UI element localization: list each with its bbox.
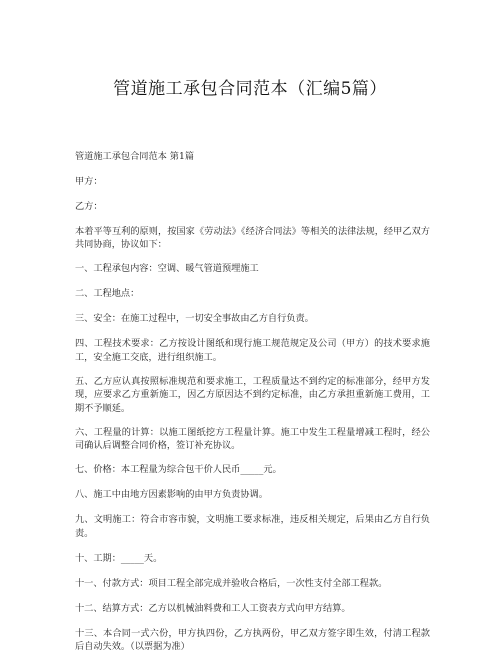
clause-11-payment: 十一、付款方式：项目工程全部完成并验收合格后，一次性支付全部工程款。 [75,577,388,589]
document-title: 管道施工承包合同范本（汇编5篇） [113,79,387,99]
preamble-paragraph: 本着平等互利的原则，按国家《劳动法》《经济合同法》等相关的法律法规，经甲乙双方共同协商，协议如下： [75,225,430,250]
clause-10-period: 十、工期：_____天。 [75,552,163,564]
party-a-line: 甲方： [75,175,103,187]
party-b-line: 乙方： [75,200,103,212]
clause-12-settlement: 十二、结算方式：乙方以机械油料费和工人工资表方式向甲方结算。 [75,602,351,614]
clause-7-price: 七、价格：本工程量为综合包干价人民币_____元。 [75,464,282,475]
clause-5-quality: 五、乙方应认真按照标准规范和要求施工，工程质量达不到约定的标准部分，经甲方发现，应要求乙方重新施工，因乙方原因达不到约定标准，由乙方承担重新施工费用，工期不予顺延。 [75,375,430,414]
clause-8-coordination: 八、施工中由地方因素影响的由甲方负责协调。 [75,489,268,500]
clause-13-copies: 十三、本合同一式六份，甲方执四份，乙方执两份，甲乙双方签字即生效，付清工程款后自动失效。（以票据为准） [75,627,430,652]
clause-4-technical: 四、工程技术要求：乙方按设计图纸和现行施工规范规定及公司（甲方）的技术要求施工，安全施工交底，进行组织施工。 [75,338,430,363]
clause-1-scope: 一、工程承包内容：空调、暖气管道预埋施工 [75,263,259,274]
clause-9-civilized: 九、文明施工：符合市容市貌，文明施工要求标准，违反相关规定，后果由乙方自行负责。 [75,514,430,539]
document-body [75,150,430,664]
section-heading: 管道施工承包合同范本 第1篇 [75,151,195,162]
clause-2-location: 二、工程地点： [75,288,140,299]
clause-3-safety: 三、安全：在施工过程中，一切安全事故由乙方自行负责。 [75,313,314,324]
clause-6-quantity: 六、工程量的计算：以施工图纸挖方工程量计算。施工中发生工程量增减工程时，经公司确认后调整合同价格，签订补充协议。 [75,426,430,451]
